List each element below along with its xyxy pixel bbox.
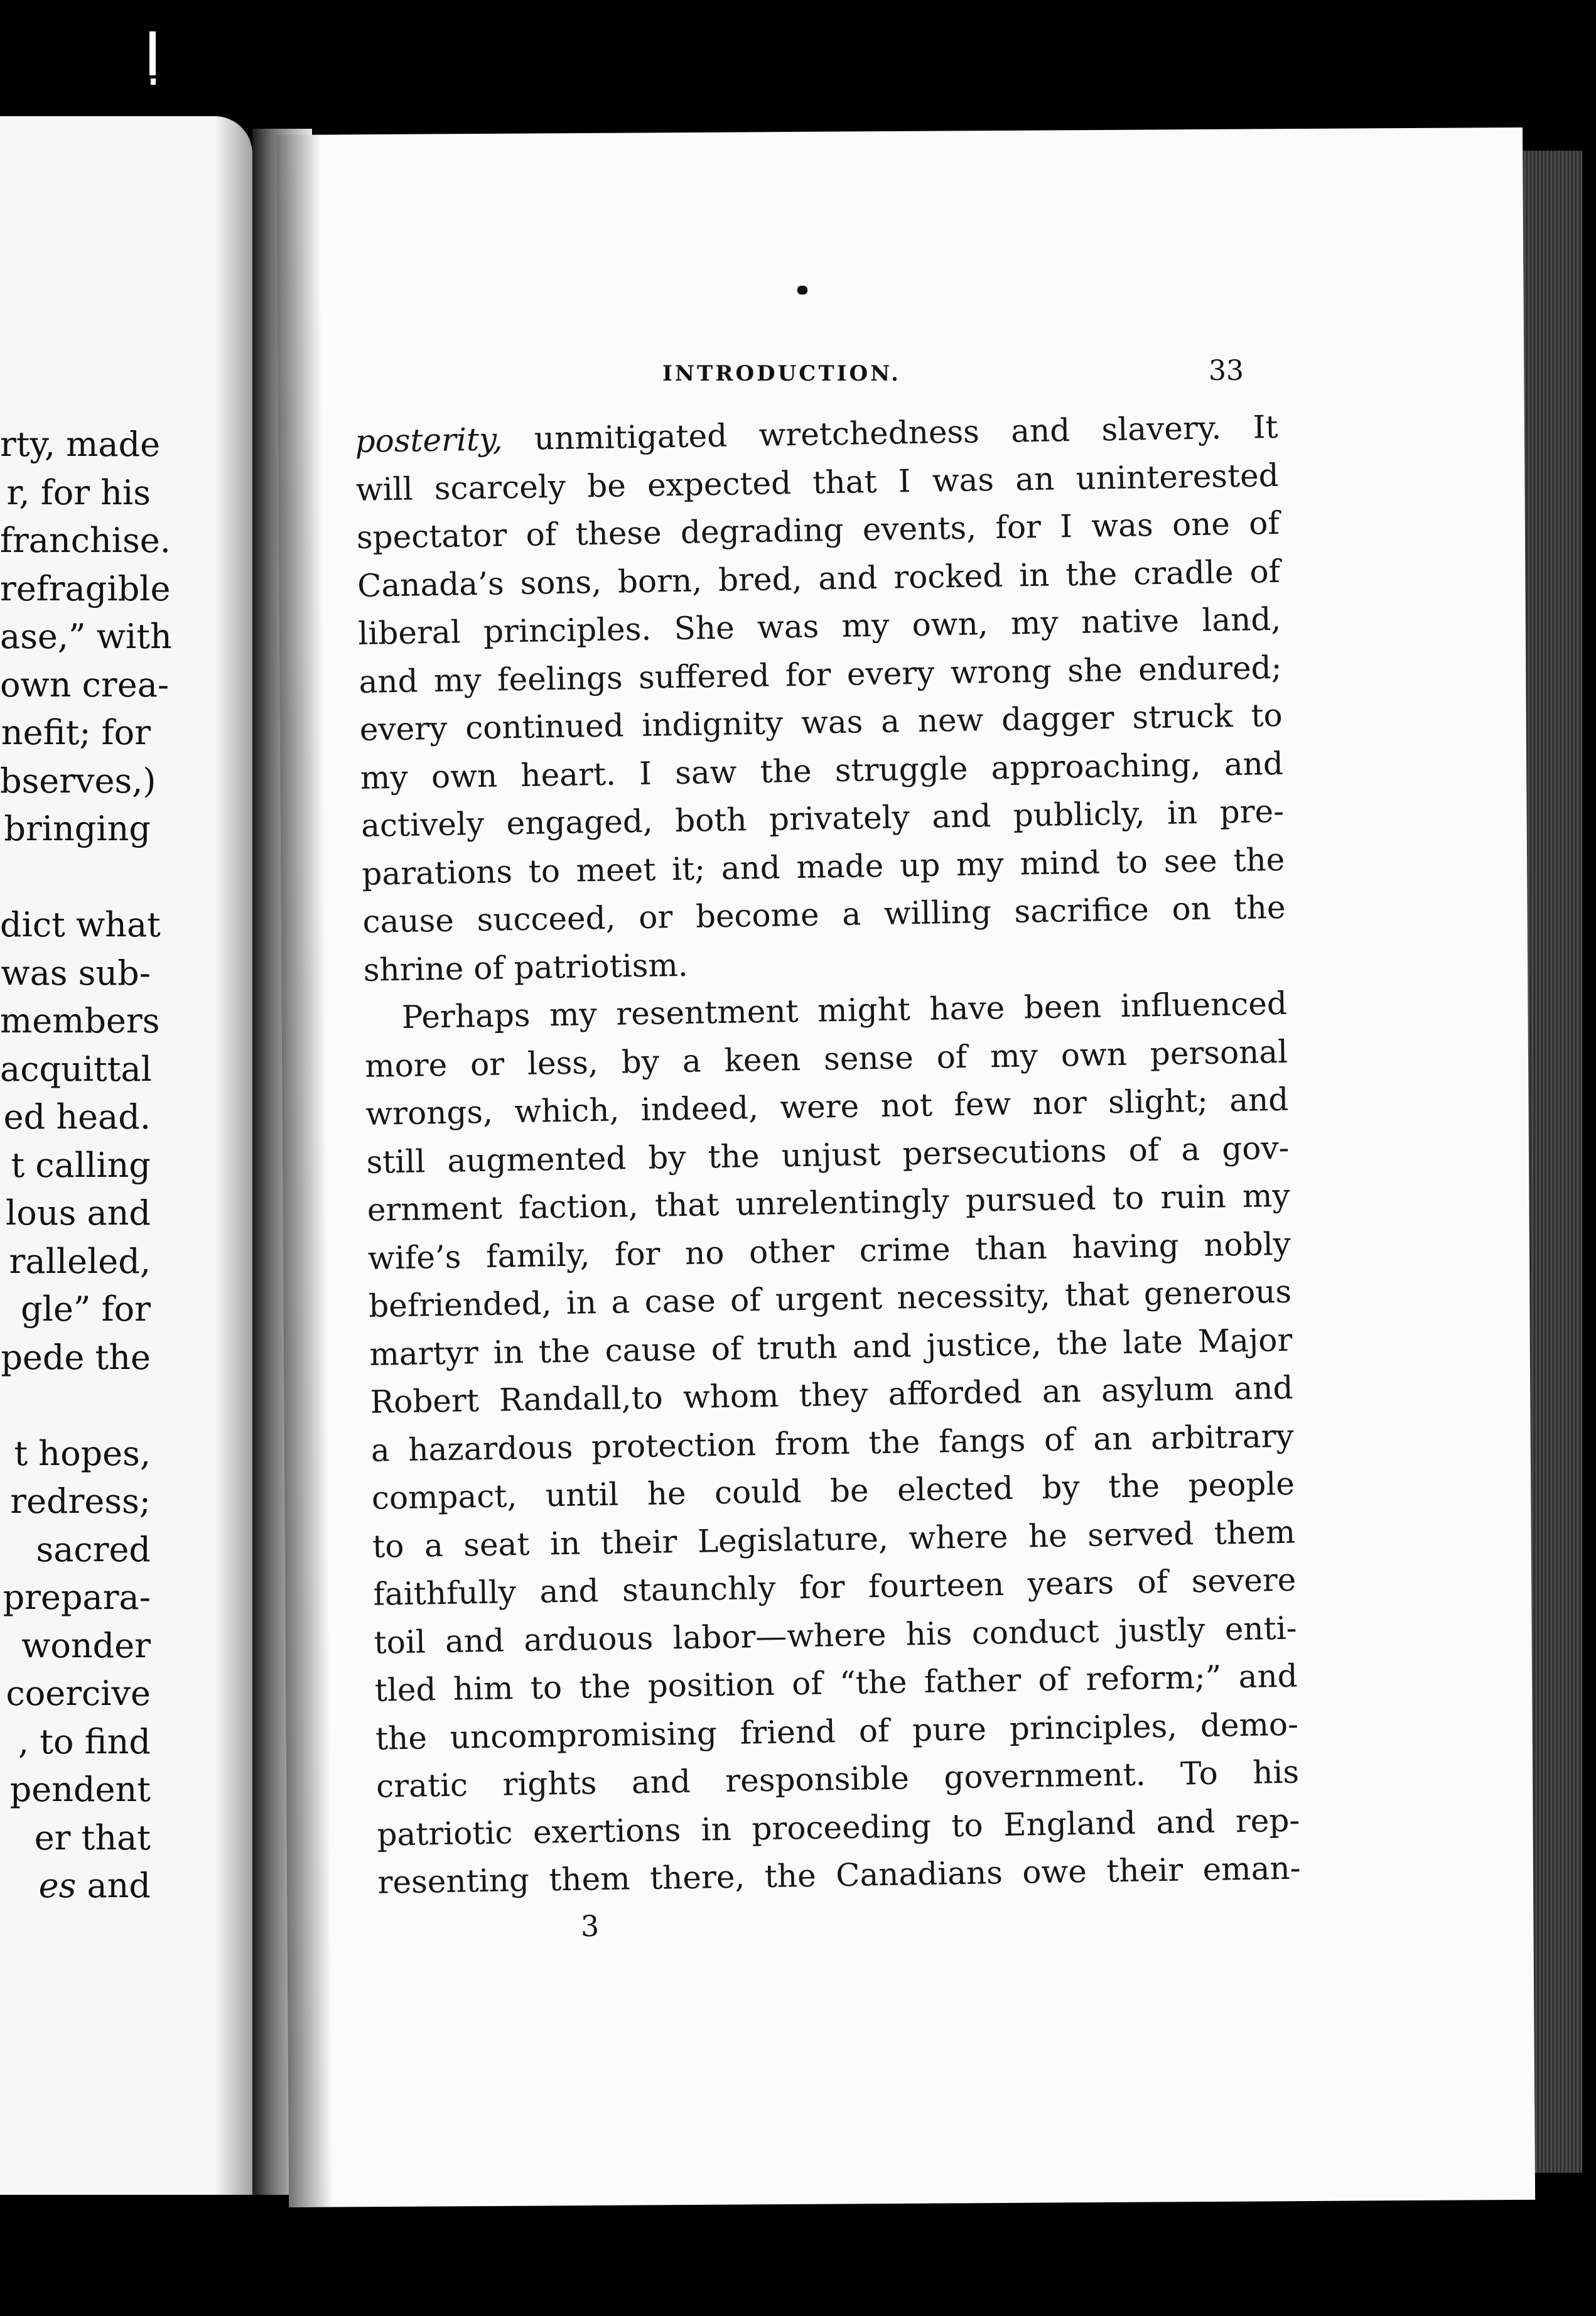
left-page-line: prepara-: [3, 1577, 151, 1617]
scan-mark-dot: [151, 78, 156, 85]
body-line: patriotic exertions in proceeding to England and rep-: [376, 1802, 1300, 1853]
left-page-line: nefit; for: [1, 713, 151, 752]
left-facing-page: [0, 116, 252, 2195]
left-page-line: acquittal: [0, 1049, 152, 1089]
body-line: martyr in the cause of truth and justice, the late Major: [369, 1321, 1293, 1373]
left-page-line: r, for his: [6, 472, 151, 512]
body-line: will scarcely be expected that I was an uninterested: [355, 457, 1280, 508]
body-line: Robert Randall,to whom they afforded an asylum and: [370, 1369, 1293, 1420]
left-page-line: dict what: [0, 905, 161, 944]
body-line-rest: unmitigated wretchedness and slavery. It: [502, 408, 1278, 458]
body-line: shrine of patriotism.: [363, 946, 689, 988]
left-page-text: [0, 421, 172, 1910]
body-line: to a seat in their Legislature, where he served them: [372, 1513, 1296, 1565]
body-line: wrongs, which, indeed, were not few nor slight; and: [365, 1081, 1289, 1132]
left-page-line: redress;: [10, 1481, 151, 1521]
body-line: toil and arduous labor—where his conduct justly enti-: [374, 1610, 1297, 1661]
body-line: parations to meet it; and made up my mind to see the: [361, 841, 1285, 892]
body-line: actively engaged, both privately and publicly, in pre-: [360, 793, 1285, 844]
body-line: ernment faction, that unrelentingly pursued to ruin my: [367, 1177, 1291, 1228]
body-line: every continued indignity was a new dagger struck to: [359, 696, 1283, 748]
running-head: INTRODUCTION.: [662, 361, 901, 386]
body-line: and my feelings suffered for every wrong she endured;: [359, 649, 1282, 700]
body-line: Perhaps my resentment might have been influenced: [401, 985, 1288, 1036]
left-page-line: t hopes,: [14, 1433, 151, 1473]
body-line: more or less, by a keen sense of my own personal: [364, 1033, 1288, 1085]
left-page-line: coercive: [6, 1674, 151, 1713]
body-line: Canada’s sons, born, bred, and rocked in the cradle of: [357, 553, 1281, 604]
signature-mark: 3: [580, 1908, 600, 1944]
body-line: spectator of these degrading events, for I was one of: [356, 504, 1280, 556]
body-line: my own heart. I saw the struggle approaching, and: [360, 745, 1284, 796]
left-page-line: was sub-: [1, 953, 151, 993]
left-page-line: er that: [34, 1817, 151, 1858]
left-page-line: lous and: [6, 1193, 151, 1233]
left-page-line: wonder: [21, 1625, 151, 1665]
body-line: befriended, in a case of urgent necessity, that generous: [368, 1273, 1292, 1324]
left-page-line: franchise.: [0, 521, 171, 560]
body-line: compact, until he could be elected by the people: [371, 1465, 1295, 1517]
left-page-line: rty, made: [0, 425, 161, 464]
left-page-line: members: [0, 1001, 160, 1041]
scan-mark: [149, 31, 156, 75]
body-line: the uncompromising friend of pure principles, demo-: [375, 1706, 1299, 1757]
page-number: 33: [1209, 355, 1244, 387]
left-page-line: sacred: [36, 1529, 151, 1569]
left-page-line: refragible: [0, 568, 171, 609]
left-page-line: bserves,): [0, 760, 156, 801]
ink-dot: [797, 286, 807, 295]
body-line: still augmented by the unjust persecutions of a gov-: [366, 1129, 1290, 1181]
left-page-line: , to find: [18, 1721, 151, 1761]
body-text: [355, 403, 1301, 1907]
left-page-line: pede the: [1, 1337, 151, 1377]
body-line: tled him to the position of “the father of reform;” and: [374, 1657, 1298, 1709]
left-page-line: es and: [38, 1866, 151, 1905]
left-page-line: t calling: [11, 1145, 151, 1185]
left-gutter-shadow: [215, 116, 252, 2195]
left-page-line: ralleled,: [9, 1241, 151, 1281]
body-line: faithfully and staunchly for fourteen years of severe: [372, 1561, 1297, 1613]
body-line: wife’s family, for no other crime than having nobly: [367, 1225, 1291, 1277]
left-page-line: gle” for: [21, 1289, 151, 1329]
body-line: liberal principles. She was my own, my native land,: [357, 600, 1281, 652]
left-page-line: ed head.: [3, 1097, 151, 1137]
body-line: cause succeed, or become a willing sacrifice on the: [362, 889, 1286, 940]
left-page-line: pendent: [9, 1770, 151, 1809]
left-page-line: own crea-: [0, 664, 170, 705]
body-line: a hazardous protection from the fangs of an arbitrary: [370, 1417, 1295, 1469]
left-page-line: ase,” with: [0, 617, 172, 656]
italic-word: posterity,: [355, 421, 503, 460]
left-page-line: [0, 1382, 151, 1430]
left-page-line: [0, 853, 151, 902]
left-page-line: bringing: [4, 809, 151, 848]
body-line: resenting them there, the Canadians owe their eman-: [377, 1849, 1301, 1901]
body-line: cratic rights and responsible government. To his: [375, 1753, 1300, 1805]
